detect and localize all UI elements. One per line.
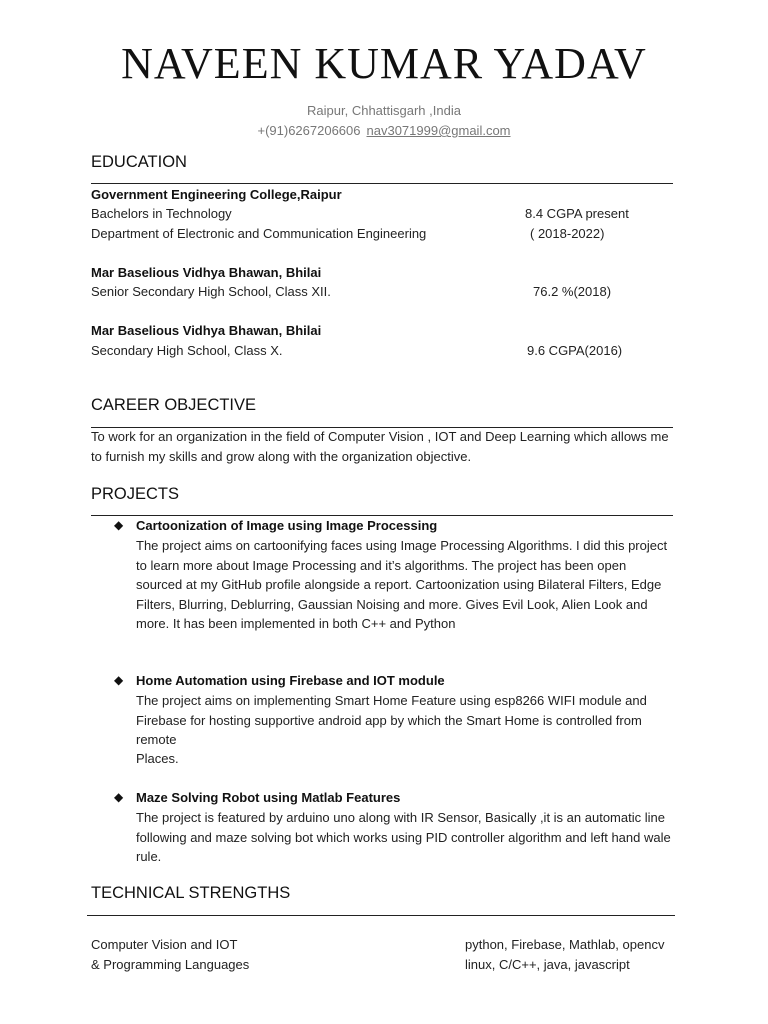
project-description: The project aims on implementing Smart Home Feature using esp8266 WIFI module and Firebase for hosting supportive android app by which the Smart Home is controlled from remote — [136, 693, 647, 747]
skills-area: & Programming Languages — [91, 957, 250, 972]
objective-heading: CAREER OBJECTIVE — [91, 396, 257, 414]
projects-heading: PROJECTS — [91, 485, 180, 503]
skills-list: python, Firebase, Mathlab, opencv — [465, 937, 665, 952]
candidate-name: NAVEEN KUMAR YADAV — [121, 39, 647, 88]
project-description-extra: Places. — [136, 751, 179, 766]
diamond-bullet-icon: ◆ — [114, 673, 124, 687]
contact-line — [0, 123, 768, 138]
skills-heading: TECHNICAL STRENGTHS — [91, 884, 291, 902]
email-link[interactable]: nav3071999@gmail.com — [366, 123, 511, 138]
diamond-bullet-icon: ◆ — [114, 790, 124, 804]
skills-list: linux, C/C++, java, javascript — [465, 957, 630, 972]
project-title: Cartoonization of Image using Image Processing — [136, 518, 438, 533]
education-degree: Bachelors in Technology — [91, 206, 232, 221]
education-divider — [91, 183, 673, 184]
skills-divider — [87, 915, 675, 916]
education-years: ( 2018-2022) — [530, 226, 605, 241]
address: Raipur, Chhattisgarh ,India — [307, 103, 461, 118]
projects-divider — [91, 515, 673, 516]
phone: +(91)6267206606 — [257, 123, 361, 138]
skills-area: Computer Vision and IOT — [91, 937, 238, 952]
project-description: The project is featured by arduino uno along with IR Sensor, Basically ,it is an automatic line following and maze solving bot which works using PID controller algorithm and left hand wale rule. — [136, 810, 671, 864]
education-institution: Mar Baselious Vidhya Bhawan, Bhilai — [91, 265, 322, 280]
education-degree: Senior Secondary High School, Class XII. — [91, 284, 331, 299]
project-title: Maze Solving Robot using Matlab Features — [136, 790, 401, 805]
education-heading: EDUCATION — [91, 153, 187, 171]
education-institution: Mar Baselious Vidhya Bhawan, Bhilai — [91, 323, 322, 338]
project-title: Home Automation using Firebase and IOT module — [136, 673, 445, 688]
diamond-bullet-icon: ◆ — [114, 518, 124, 532]
education-grade: 8.4 CGPA present — [525, 206, 629, 221]
project-description: The project aims on cartoonifying faces using Image Processing Algorithms. I did this project to learn more about Image Processing and it’s algorithms. The project has been open sourced at my GitHub profile alongside a report. Cartoonization using Bilateral Filters, Edge Filters, Blurring, Deblurring, Gaussian Noising and more. Gives Evil Look, Alien Look and more. It has been implemented in both C++ and Python — [136, 538, 668, 631]
education-institution: Government Engineering College,Raipur — [91, 187, 342, 202]
education-degree: Secondary High School, Class X. — [91, 343, 283, 358]
education-grade: 9.6 CGPA(2016) — [527, 343, 623, 358]
education-grade: 76.2 %(2018) — [533, 284, 612, 299]
education-department: Department of Electronic and Communication Engineering — [91, 226, 427, 241]
objective-text: To work for an organization in the field of Computer Vision , IOT and Deep Learning which allows me to furnish my skills and grow along with the organization objective. — [91, 429, 669, 464]
